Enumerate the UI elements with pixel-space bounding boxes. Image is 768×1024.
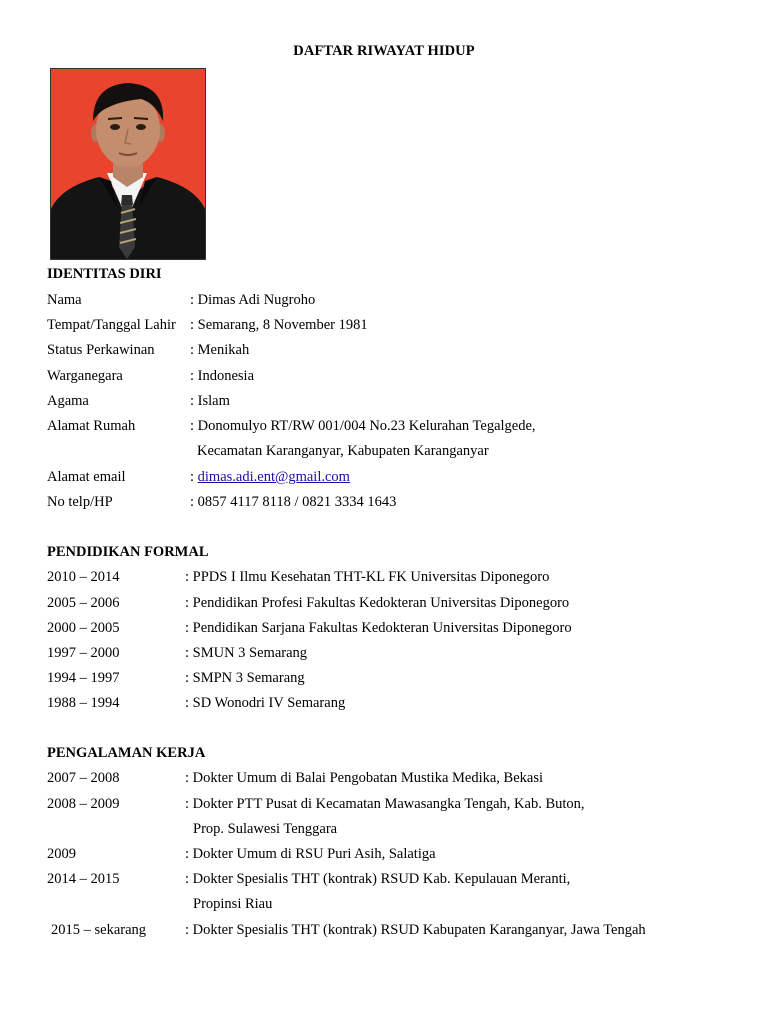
- identity-value: : 0857 4117 8118 / 0821 3334 1643: [190, 494, 397, 510]
- identity-label: Warganegara: [47, 368, 123, 384]
- education-value: : SMUN 3 Semarang: [185, 645, 308, 661]
- education-years: 2010 – 2014: [47, 569, 120, 585]
- education-value: : Pendidikan Profesi Fakultas Kedokteran Universitas Diponegoro: [185, 595, 570, 611]
- identity-value: : Islam: [190, 393, 230, 409]
- experience-value: : Dokter PTT Pusat di Kecamatan Mawasangka Tengah, Kab. Buton,: [185, 796, 585, 812]
- education-value: : SD Wonodri IV Semarang: [185, 695, 346, 711]
- profile-photo: [50, 68, 206, 260]
- email-link[interactable]: dimas.adi.ent@gmail.com: [197, 469, 350, 485]
- identity-value: : Donomulyo RT/RW 001/004 No.23 Kelurahan Tegalgede,: [190, 418, 536, 434]
- education-value: : Pendidikan Sarjana Fakultas Kedokteran Universitas Diponegoro: [185, 620, 572, 636]
- education-years: 1997 – 2000: [47, 645, 120, 661]
- experience-years: 2015 – sekarang: [51, 922, 147, 938]
- document-title: DAFTAR RIWAYAT HIDUP: [293, 43, 475, 59]
- education-years: 1988 – 1994: [47, 695, 120, 711]
- section-heading-pendidikan: PENDIDIKAN FORMAL: [47, 544, 209, 560]
- experience-continuation: Prop. Sulawesi Tenggara: [193, 821, 338, 837]
- education-value: : SMPN 3 Semarang: [185, 670, 305, 686]
- identity-value: : Menikah: [190, 342, 250, 358]
- education-years: 2005 – 2006: [47, 595, 120, 611]
- portrait-image: [51, 69, 205, 259]
- experience-years: 2009: [47, 846, 76, 862]
- identity-value: : Indonesia: [190, 368, 255, 384]
- section-heading-pengalaman: PENGALAMAN KERJA: [47, 745, 206, 761]
- identity-label: Tempat/Tanggal Lahir: [47, 317, 176, 333]
- experience-years: 2014 – 2015: [47, 871, 120, 887]
- identity-label: Alamat email: [47, 469, 126, 485]
- experience-value: : Dokter Umum di Balai Pengobatan Mustika Medika, Bekasi: [185, 770, 544, 786]
- identity-label: Agama: [47, 393, 89, 409]
- education-value: : PPDS I Ilmu Kesehatan THT-KL FK Universitas Diponegoro: [185, 569, 550, 585]
- identity-label: Nama: [47, 292, 82, 308]
- identity-label: Status Perkawinan: [47, 342, 155, 358]
- experience-value: : Dokter Spesialis THT (kontrak) RSUD Kab. Kepulauan Meranti,: [185, 871, 571, 887]
- identity-label: Alamat Rumah: [47, 418, 136, 434]
- experience-years: 2007 – 2008: [47, 770, 120, 786]
- identity-label: No telp/HP: [47, 494, 113, 510]
- experience-continuation: Propinsi Riau: [193, 896, 273, 912]
- address-continuation: Kecamatan Karanganyar, Kabupaten Karanganyar: [197, 443, 489, 459]
- experience-years: 2008 – 2009: [47, 796, 120, 812]
- colon-separator: :: [190, 469, 198, 485]
- experience-value: : Dokter Umum di RSU Puri Asih, Salatiga: [185, 846, 436, 862]
- identity-value: : Semarang, 8 November 1981: [190, 317, 368, 333]
- section-heading-identitas: IDENTITAS DIRI: [47, 266, 162, 282]
- education-years: 2000 – 2005: [47, 620, 120, 636]
- education-years: 1994 – 1997: [47, 670, 120, 686]
- experience-value: : Dokter Spesialis THT (kontrak) RSUD Kabupaten Karanganyar, Jawa Tengah: [185, 922, 646, 938]
- identity-value: : Dimas Adi Nugroho: [190, 292, 316, 308]
- email-value: [190, 469, 350, 486]
